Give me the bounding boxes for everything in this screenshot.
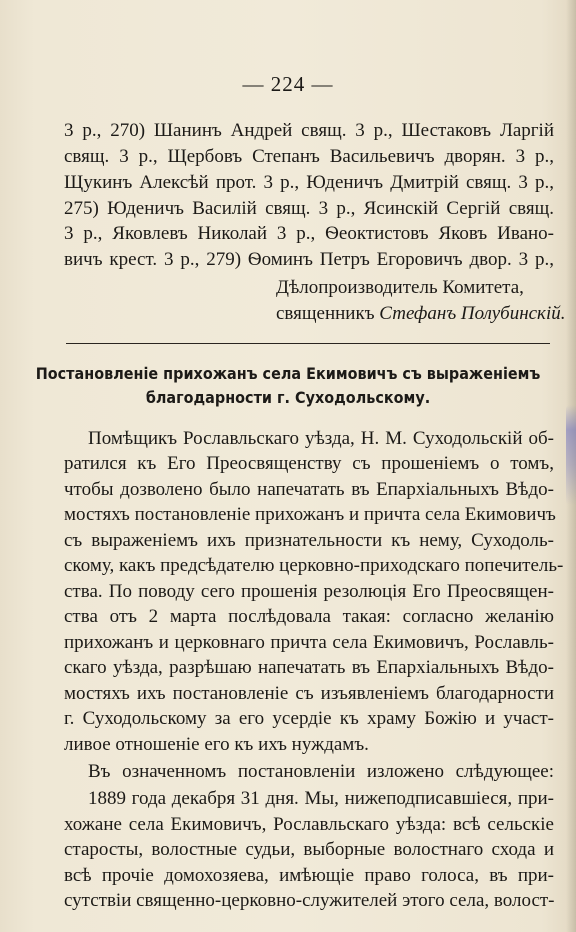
section-divider xyxy=(66,343,550,344)
body-line: скому, какъ предсѣдателю церковно-приходскаго попечитель- xyxy=(64,555,564,576)
body-line: Помѣщикъ Рославльскаго уѣзда, Н. М. Суходольскій об- xyxy=(88,428,554,449)
body-line: прихожанъ и церковнаго причта села Екимовичъ, Рославль- xyxy=(64,632,554,653)
list-line: свящ. 3 р., Щербовъ Степанъ Васильевичъ дворян. 3 р., xyxy=(64,146,554,167)
signature-line xyxy=(276,303,565,325)
body-line: ратился къ Его Преосвященству съ прошеніемъ о томъ, xyxy=(64,453,554,474)
body-line: мостяхъ постановленіе прихожанъ и причта села Екимовичъ xyxy=(64,504,556,525)
body-line: ства отъ 2 марта послѣдовала такая: согласно желанію xyxy=(64,606,554,627)
library-stamp-mark xyxy=(566,405,576,505)
body-line: мостяхъ ихъ постановленіе съ изъявленіемъ благодарности xyxy=(64,683,554,704)
section-heading-line-1: Постановленіе прихожанъ села Екимовичъ съ выраженіемъ xyxy=(35,364,541,383)
body-line: ства. По поводу сего прошенія резолюція Его Преосвящен- xyxy=(64,581,554,602)
list-line: 275) Юденичъ Василій свящ. 3 р., Ясинскій Сергій свящ. xyxy=(64,198,554,219)
body-line: старосты, волостные судьи, выборные волостнаго схода и xyxy=(64,839,554,860)
list-line: 3 р., 270) Шанинъ Андрей свящ. 3 р., Шестаковъ Ларгій xyxy=(64,120,554,141)
body-line: 1889 года декабря 31 дня. Мы, нижеподписавшіеся, при- xyxy=(88,788,554,809)
body-line: чтобы дозволено было напечатать въ Епархіальныхъ Вѣдо- xyxy=(64,479,554,500)
body-line: всѣ прочіе домохозяева, имѣющіе право голоса, въ при- xyxy=(64,865,554,886)
body-line: скаго уѣзда, разрѣшаю напечатать въ Епархіальныхъ Вѣдо- xyxy=(64,657,554,678)
body-line: съ выраженіемъ ихъ признательности къ нему, Суходоль- xyxy=(64,530,554,551)
page-number: — 224 — xyxy=(242,72,334,96)
list-line: 3 р., Яковлевъ Николай 3 р., Ѳеоктистовъ Яковъ Ивано- xyxy=(64,223,554,244)
body-line: Въ означенномъ постановленіи изложено слѣдующее: xyxy=(88,761,554,782)
list-line: вичъ крест. 3 р., 279) Ѳоминъ Петръ Егоровичъ двор. 3 р., xyxy=(64,249,554,270)
body-line: сутствіи священно-церковно-служителей этого села, волост- xyxy=(64,890,555,911)
body-line: хожане села Екимовичъ, Рославльскаго уѣзда: всѣ сельскіе xyxy=(64,814,554,835)
section-heading-line-2: благодарности г. Суходольскому. xyxy=(145,388,431,407)
signature-rank: священникъ xyxy=(276,303,375,324)
signature-name: Стефанъ Полубинскій. xyxy=(379,303,566,324)
list-line: Щукинъ Алексѣй прот. 3 р., Юденичъ Дмитрій свящ. 3 р., xyxy=(64,172,554,193)
body-line: ливое отношеніе его къ ихъ нуждамъ. xyxy=(64,734,369,755)
signature-role: Дѣлопроизводитель Комитета, xyxy=(276,277,524,298)
body-line: г. Суходольскому за его усердіе къ храму Божію и участ- xyxy=(64,708,554,729)
